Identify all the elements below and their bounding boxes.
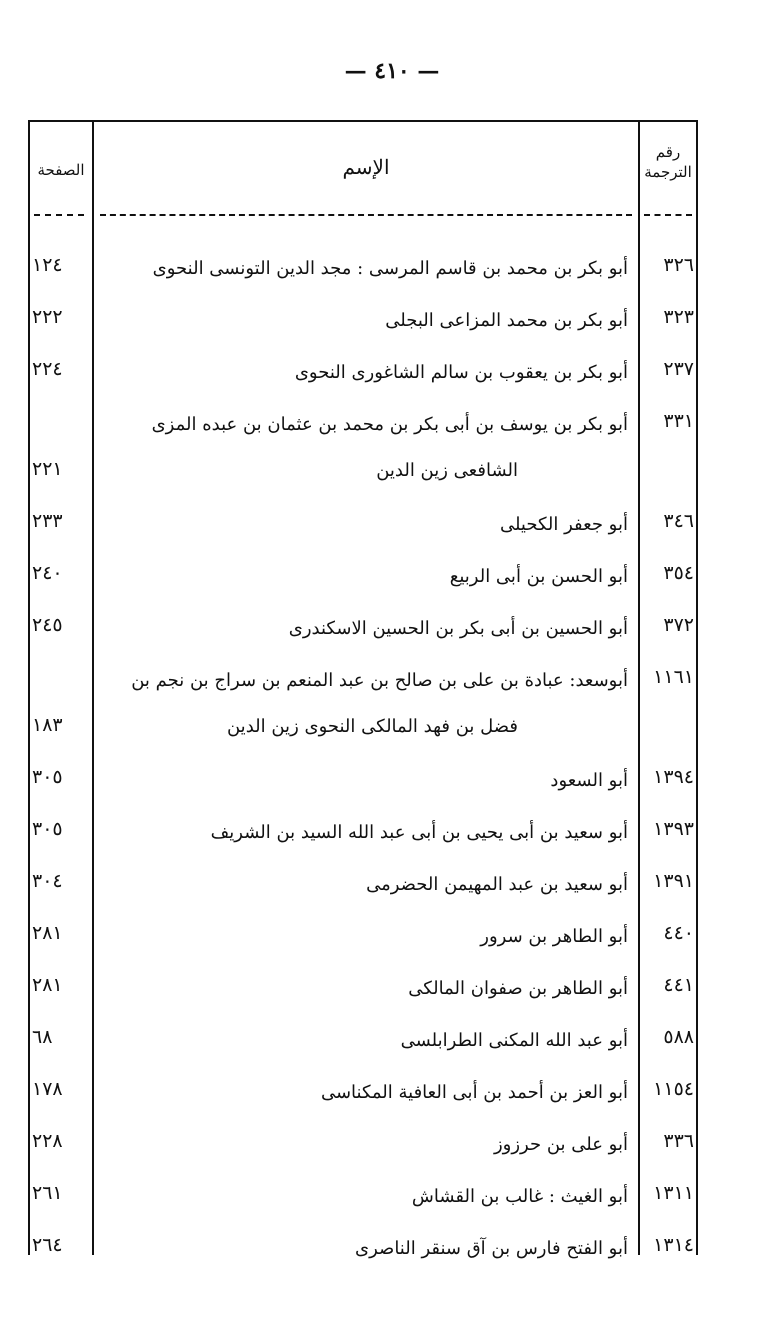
entry-name: أبو على بن حرزوز: [493, 1134, 628, 1155]
entry-page: ٢٦٤: [32, 1234, 63, 1256]
table-row: [28, 352, 698, 404]
entry-number: ٣٤٦: [663, 510, 694, 532]
table-row: [28, 916, 698, 968]
entry-page: ٢٢٤: [32, 358, 63, 380]
entry-number: ٥٨٨: [663, 1026, 694, 1048]
entry-name: أبو الحسين بن أبى بكر بن الحسين الاسكندرى: [288, 618, 628, 639]
header-name-column: الإسم: [342, 155, 390, 179]
entry-page: ٢٣٣: [32, 510, 63, 532]
entry-number: ١٣١١: [653, 1182, 694, 1204]
table-row: [28, 1228, 698, 1280]
entry-number: ٢٣٧: [663, 358, 694, 380]
table-row: [28, 1072, 698, 1124]
table-body: [28, 248, 698, 1280]
table-row: [28, 248, 698, 300]
entry-page: ٢٨١: [32, 922, 63, 944]
entry-number: ٤٤١: [663, 974, 694, 996]
entry-number: ٣٧٢: [663, 614, 694, 636]
table-row: [28, 1176, 698, 1228]
entry-name: أبو الحسن بن أبى الربيع: [449, 566, 628, 587]
table-row: [28, 300, 698, 352]
table-row: [28, 812, 698, 864]
table-row: [28, 660, 698, 760]
entry-name: أبو بكر بن محمد المزاعى البجلى: [385, 310, 628, 331]
entry-page: ١٧٨: [32, 1078, 63, 1100]
table-top-rule: [28, 120, 698, 122]
entry-page: ٣٠٥: [32, 766, 63, 788]
entry-name: أبو جعفر الكحيلى: [499, 514, 628, 535]
entry-number: ٤٤٠: [663, 922, 694, 944]
header-number-column: رقم الترجمة: [644, 143, 692, 182]
entry-name: أبو بكر بن يوسف بن أبى بكر بن محمد بن عثمان بن عبده المزى: [151, 414, 628, 435]
entry-name: أبو العز بن أحمد بن أبى العافية المكناسى: [320, 1082, 628, 1103]
entry-number: ٣٥٤: [663, 562, 694, 584]
entry-page: ٢٨١: [32, 974, 63, 996]
table-row: [28, 864, 698, 916]
page-number: — ٤١٠ —: [344, 58, 440, 84]
entry-name: أبو بكر بن يعقوب بن سالم الشاغورى النحوى: [294, 362, 628, 383]
entry-page: ٢٦١: [32, 1182, 63, 1204]
entry-number: ١٣١٤: [653, 1234, 694, 1256]
entry-number: ١٣٩٣: [653, 818, 694, 840]
entry-page: ٢٤٠: [32, 562, 63, 584]
entry-page: ٦٨: [32, 1026, 53, 1048]
entry-name: أبو سعيد بن أبى يحيى بن أبى عبد الله السيد بن الشريف: [210, 822, 628, 843]
entry-number: ٣٢٣: [663, 306, 694, 328]
table-row: [28, 968, 698, 1020]
entry-name: أبو السعود: [550, 770, 628, 791]
entry-page: ٢٢٢: [32, 306, 63, 328]
entry-page: ١٢٤: [32, 254, 63, 276]
entry-name: أبو سعيد بن عبد المهيمن الحضرمى: [366, 874, 628, 895]
table-row: [28, 404, 698, 504]
header-underline-number: [644, 214, 692, 216]
header-underline-name: [100, 214, 632, 216]
entry-page: ٣٠٥: [32, 818, 63, 840]
table-row: [28, 504, 698, 556]
entry-page: ٢٢١: [32, 458, 63, 480]
table-row: [28, 608, 698, 660]
entry-number: ٣٢٦: [663, 254, 694, 276]
entry-name: أبو بكر بن محمد بن قاسم المرسى : مجد الدين التونسى النحوى: [152, 258, 628, 279]
table-row: [28, 1124, 698, 1176]
entry-name: أبوسعد: عبادة بن على بن صالح بن عبد المنعم بن سراج بن نجم بن: [131, 670, 628, 691]
entry-number: ٣٣١: [663, 410, 694, 432]
index-table: [28, 120, 698, 1259]
entry-name-continuation: فضل بن فهد المالكى النحوى زين الدين: [226, 716, 518, 737]
table-row: [28, 760, 698, 812]
entry-page: ١٨٣: [32, 714, 63, 736]
entry-name: أبو عبد الله المكنى الطرابلسى: [400, 1030, 628, 1051]
header-underline-page: [34, 214, 84, 216]
entry-number: ١١٦١: [653, 666, 694, 688]
entry-page: ٣٠٤: [32, 870, 63, 892]
entry-number: ٣٣٦: [663, 1130, 694, 1152]
entry-page: ٢٢٨: [32, 1130, 63, 1152]
table-row: [28, 1020, 698, 1072]
table-row: [28, 556, 698, 608]
entry-number: ١٣٩٤: [653, 766, 694, 788]
entry-page: ٢٤٥: [32, 614, 63, 636]
entry-number: ١٣٩١: [653, 870, 694, 892]
entry-name: أبو الطاهر بن سرور: [480, 926, 628, 947]
header-page-column: الصفحة: [37, 161, 85, 179]
entry-name-continuation: الشافعى زين الدين: [376, 460, 518, 481]
entry-name: أبو الطاهر بن صفوان المالكى: [408, 978, 628, 999]
entry-number: ١١٥٤: [653, 1078, 694, 1100]
entry-name: أبو الغيث : غالب بن القشاش: [411, 1186, 628, 1207]
entry-name: أبو الفتح فارس بن آق سنقر الناصرى: [355, 1238, 628, 1259]
